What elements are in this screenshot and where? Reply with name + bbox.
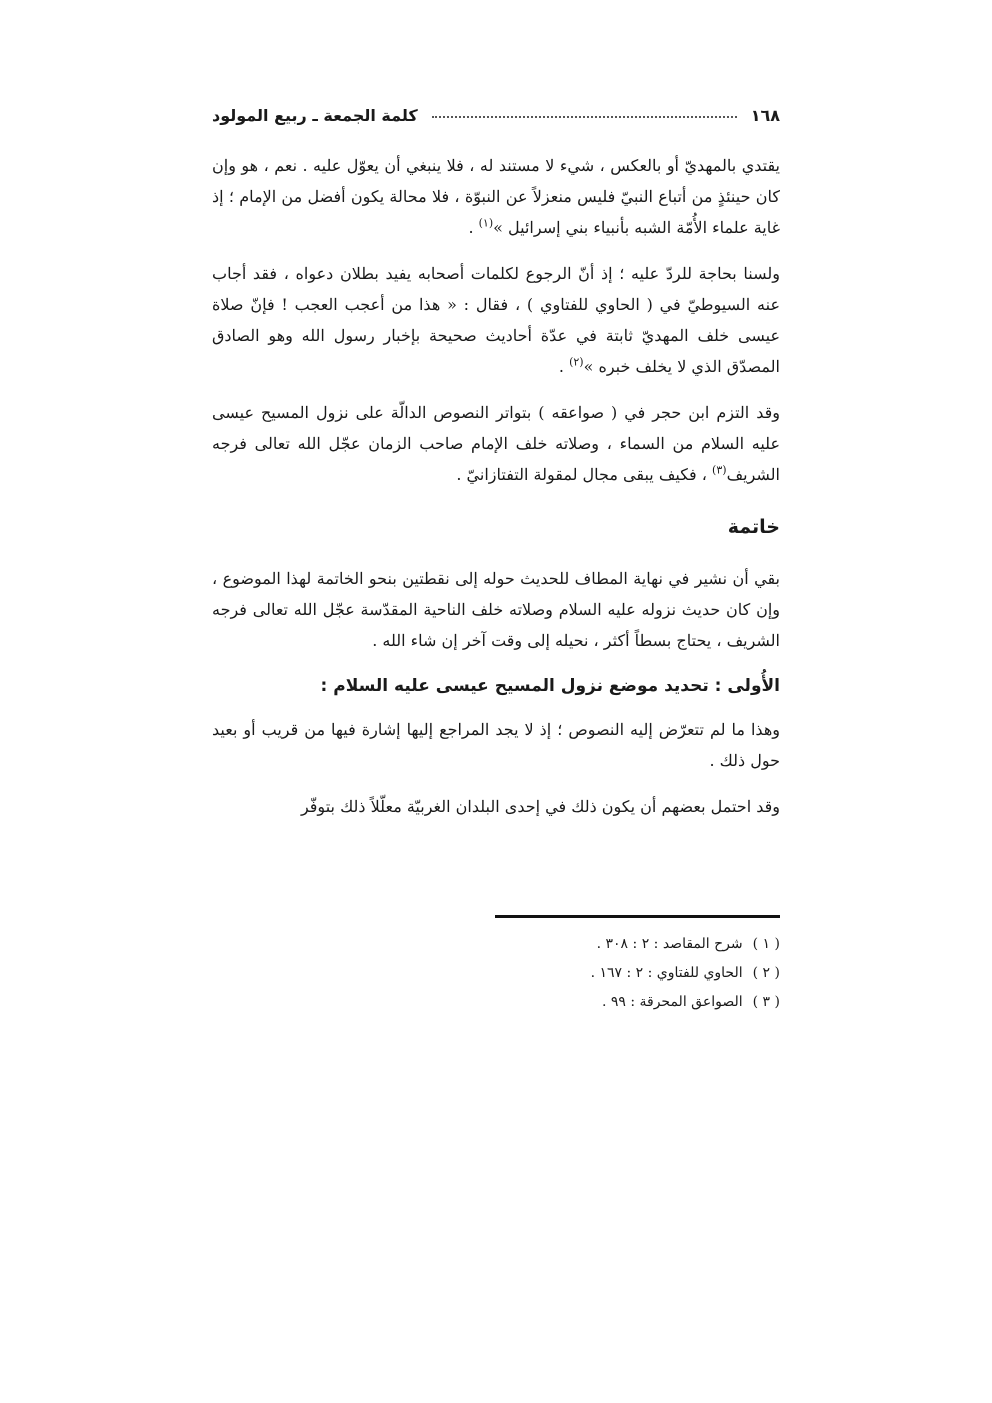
paragraph: وهذا ما لم تتعرّض إليه النصوص ؛ إذ لا يجد المراجع إليها إشارة فيها من قريب أو بعيد حول ذلك . [212, 720, 780, 770]
footnotes [591, 930, 780, 1017]
footnote-ref: (٢) [569, 355, 584, 369]
paragraph: بقي أن نشير في نهاية المطاف للحديث حوله إلى نقطتين بنحو الخاتمة لهذا الموضوع ، وإن كان حديث نزوله عليه السلام وصلاته خلف الناحية المقدّسة عجّل الله تعالى فرجه الشريف ، يحتاج بسطاً أكثر ، نحيله إلى وقت آخر إن شاء الله . [212, 569, 780, 650]
footnote: ( ٣ )الصواعق المحرقة : ٩٩ . [601, 994, 780, 1010]
footnote-ref: (١) [478, 216, 494, 230]
footnote: ( ١ )شرح المقاصد : ٢ : ٣٠٨ . [596, 936, 780, 952]
section-heading: خاتمة [727, 516, 780, 538]
paragraph: ولسنا بحاجة للردّ عليه ؛ إذ أنّ الرجوع لكلمات أصحابه يفيد بطلان دعواه ، فقد أجاب عنه السيوطيّ في ( الحاوي للفتاوي ) ، فقال : « هذا من أعجب العجب ! فإنّ صلاة عيسى خلف المهديّ ثابتة في عدّة أحاديث صحيحة بإخبار رسول الله وهو الصادق المصدّق الذي لا يخلف خبره »$^{(٢)}$ . [212, 264, 780, 376]
footnote: ( ٢ )الحاوي للفتاوي : ٢ : ١٦٧ . [590, 965, 780, 981]
running-title: كلمة الجمعة ـ ربيع المولود [212, 105, 418, 125]
page-header [212, 100, 780, 130]
paragraph: وقد التزم ابن حجر في ( صواعقه ) بتواتر النصوص الدالّة على نزول المسيح عيسى عليه السلام من السماء ، وصلاته خلف الإمام صاحب الزمان عجّل الله تعالى فرجه الشريف$^{(٣)}$ ، فكيف يبقى مجال لمقولة التفتازانيّ . [212, 403, 780, 484]
page-number: ١٦٨ [750, 105, 780, 125]
footnote-divider [495, 915, 780, 918]
paragraph: وقد احتمل بعضهم أن يكون ذلك في إحدى البلدان الغربيّة معلّلاً ذلك بتوفّر [300, 797, 780, 816]
footnote-ref: (٣) [712, 463, 727, 477]
book-page [212, 100, 780, 1010]
paragraph: يقتدي بالمهديّ أو بالعكس ، شيء لا مستند له ، فلا ينبغي أن يعوّل عليه . نعم ، هو وإن كان حينئذٍ من أتباع النبيّ فليس منعزلاً عن النبوّة ، فلا محالة يكون أفضل من الإمام ؛ إذ غاية علماء الأُمّة الشبه بأنبياء بني إسرائيل »$^{(١)}$ . [212, 156, 780, 237]
main-text [212, 150, 780, 822]
subheading: الأُولى : تحديد موضع نزول المسيح عيسى عليه السلام : [320, 676, 780, 696]
header-dotted-leader [432, 116, 737, 118]
